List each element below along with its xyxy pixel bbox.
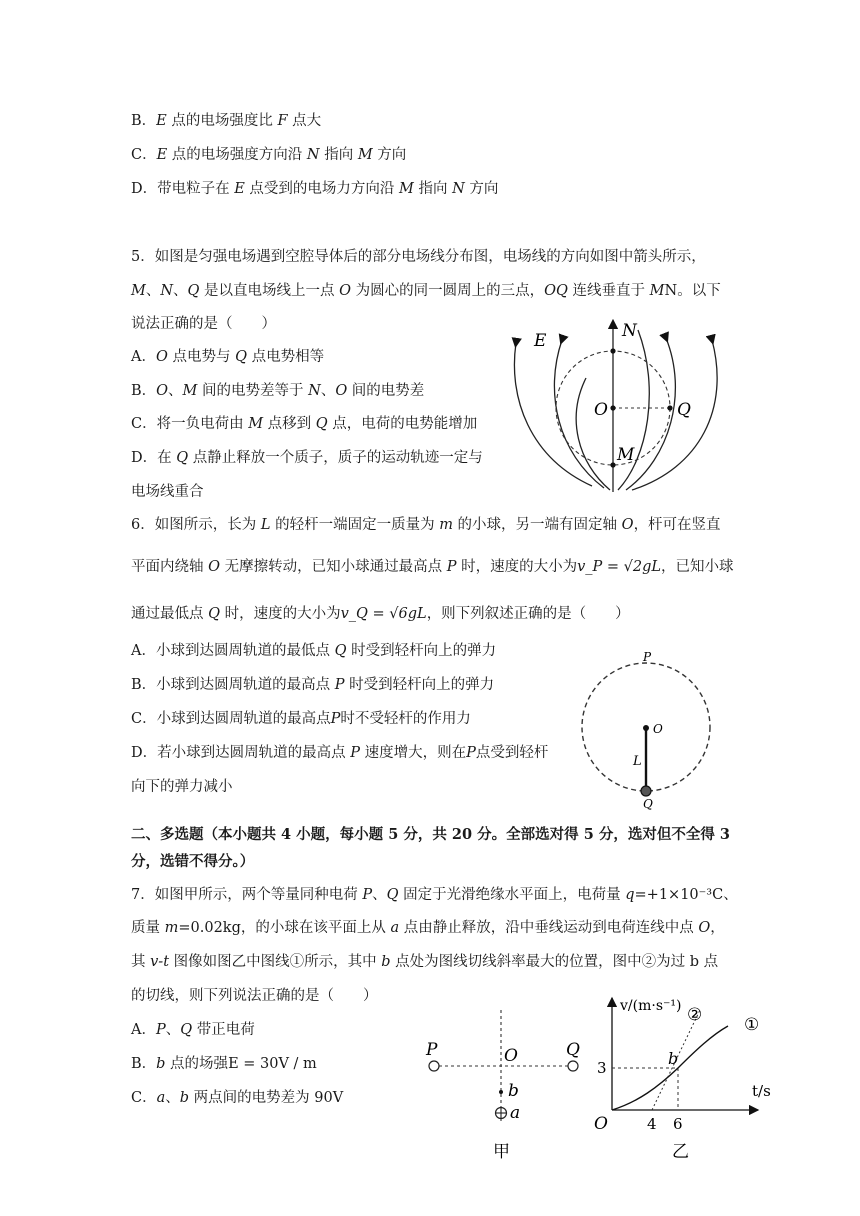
origin-label: O: [594, 1114, 608, 1134]
section-2-heading-line2: 分，选错不得分。）: [131, 853, 255, 870]
label-n: N: [622, 321, 637, 341]
label-a: a: [510, 1103, 521, 1123]
q7-stem-line2: 质量 m=0.02kg，的小球在该平面上从 a 点由静止释放，沿中垂线运动到电荷连线中点 O，: [131, 920, 725, 936]
x-axis-label: t/s: [752, 1082, 771, 1100]
charge-p: [429, 1061, 439, 1071]
label-q: Q: [566, 1040, 580, 1060]
q7-option-b: B．b 点的场强E = 30V / m: [131, 1056, 317, 1072]
label-o: O: [653, 722, 663, 736]
q4-option-d: D．带电粒子在 E 点受到的电场力方向沿 M 指向 N 方向: [131, 181, 499, 197]
q5-option-b: B．O、M 间的电势差等于 N、O 间的电势差: [131, 383, 425, 399]
q4-option-c: C．E 点的电场强度方向沿 N 指向 M 方向: [131, 147, 407, 163]
q7-stem-line1: 7．如图甲所示，两个等量同种电荷 P、Q 固定于光滑绝缘水平面上，电荷量 q=+1×10⁻³C、: [131, 887, 738, 903]
q6-option-c: C．小球到达圆周轨道的最高点P时不受轻杆的作用力: [131, 711, 471, 727]
equation-vq: v_Q = √6gL: [340, 606, 427, 622]
q5-field-figure: [500, 318, 740, 492]
equation-e: E = 30V / m: [228, 1056, 317, 1072]
point-q: [667, 405, 672, 410]
q7-figure-yi: [588, 992, 788, 1162]
q5-option-d-line1: D．在 Q 点静止释放一个质子，质子的运动轨迹一定与: [131, 450, 483, 466]
label-p: P: [643, 650, 652, 664]
label-curve-2: ②: [687, 1005, 703, 1025]
label-o: O: [594, 400, 608, 420]
label-l: L: [633, 754, 642, 769]
axis-o: [643, 725, 649, 731]
q7-option-a: A．P、Q 带正电荷: [131, 1022, 255, 1038]
field-line-right-outer: [632, 340, 717, 490]
q4-option-b: B．E 点的电场强度比 F 点大: [131, 113, 322, 129]
caption-jia: 甲: [493, 1142, 510, 1162]
q6-stem-line3: 通过最低点 Q 时，速度的大小为v_Q = √6gL，则下列叙述正确的是（ ）: [131, 606, 630, 622]
field-line-left-inner: [576, 378, 610, 490]
q6-stem-line1: 6．如图所示，长为 L 的轻杆一端固定一质量为 m 的小球，另一端有固定轴 O，杆可在竖直: [131, 517, 721, 533]
q5-option-a: A．O 点电势与 Q 点电势相等: [131, 349, 325, 365]
q6-stem-line2: 平面内绕轴 O 无摩擦转动，已知小球通过最高点 P 时，速度的大小为v_P = √2gL，已知小球: [131, 559, 734, 575]
tick-y-3: 3: [597, 1059, 607, 1077]
q7-figure-jia: [420, 1010, 590, 1170]
point-b: [499, 1090, 503, 1094]
tick-x-6: 6: [673, 1115, 683, 1133]
point-o: [610, 405, 615, 410]
q6-option-b: B．小球到达圆周轨道的最高点 P 时受到轻杆向上的弹力: [131, 677, 495, 693]
q7-stem-line4: 的切线，则下列说法正确的是（ ）: [131, 988, 378, 1004]
label-q: Q: [643, 797, 653, 811]
label-curve-1: ①: [744, 1015, 760, 1035]
q6-option-a: A．小球到达圆周轨道的最低点 Q 时受到轻杆向上的弹力: [131, 643, 497, 659]
q7-option-c: C．a、b 两点间的电势差为 90V: [131, 1090, 344, 1106]
y-axis-label: v/(m·s⁻¹): [620, 998, 682, 1014]
q5-stem-line2: M、N、Q 是以直电场线上一点 O 为圆心的同一圆周上的三点，OQ 连线垂直于 MN。以下: [131, 283, 721, 299]
ball: [641, 786, 651, 796]
field-line-right-inner: [618, 330, 649, 490]
label-b: b: [668, 1049, 679, 1068]
label-b: b: [508, 1081, 519, 1101]
label-p: P: [426, 1040, 438, 1060]
q6-option-d-line2: 向下的弹力减小: [131, 779, 233, 795]
caption-yi: 乙: [672, 1142, 689, 1162]
q5-option-c: C．将一负电荷由 M 点移到 Q 点，电荷的电势能增加: [131, 416, 478, 432]
point-m: [610, 462, 615, 467]
charge-q: [568, 1061, 578, 1071]
q5-option-d-line2: 电场线重合: [131, 484, 204, 500]
label-e: E: [534, 331, 547, 351]
curve-1: [612, 1026, 728, 1110]
point-n: [610, 348, 615, 353]
q6-circle-figure: [578, 650, 718, 812]
label-o: O: [504, 1046, 518, 1066]
label-m: M: [617, 445, 635, 465]
tick-x-4: 4: [647, 1115, 657, 1133]
equation-vp: v_P = √2gL: [577, 559, 662, 575]
label-q: Q: [677, 400, 691, 420]
q5-stem-line3: 说法正确的是（ ）: [131, 316, 276, 332]
q5-stem-line1: 5．如图是匀强电场遇到空腔导体后的部分电场线分布图，电场线的方向如图中箭头所示，: [131, 249, 706, 265]
section-2-heading-line1: 二、多选题（本小题共 4 小题，每小题 5 分，共 20 分。全部选对得 5 分，选对但不全得 3: [131, 826, 730, 843]
q7-stem-line3: 其 v-t 图像如图乙中图线①所示，其中 b 点处为图线切线斜率最大的位置，图中②为过 b 点: [131, 954, 719, 970]
q6-option-d-line1: D．若小球到达圆周轨道的最高点 P 速度增大，则在P点受到轻杆: [131, 745, 549, 761]
